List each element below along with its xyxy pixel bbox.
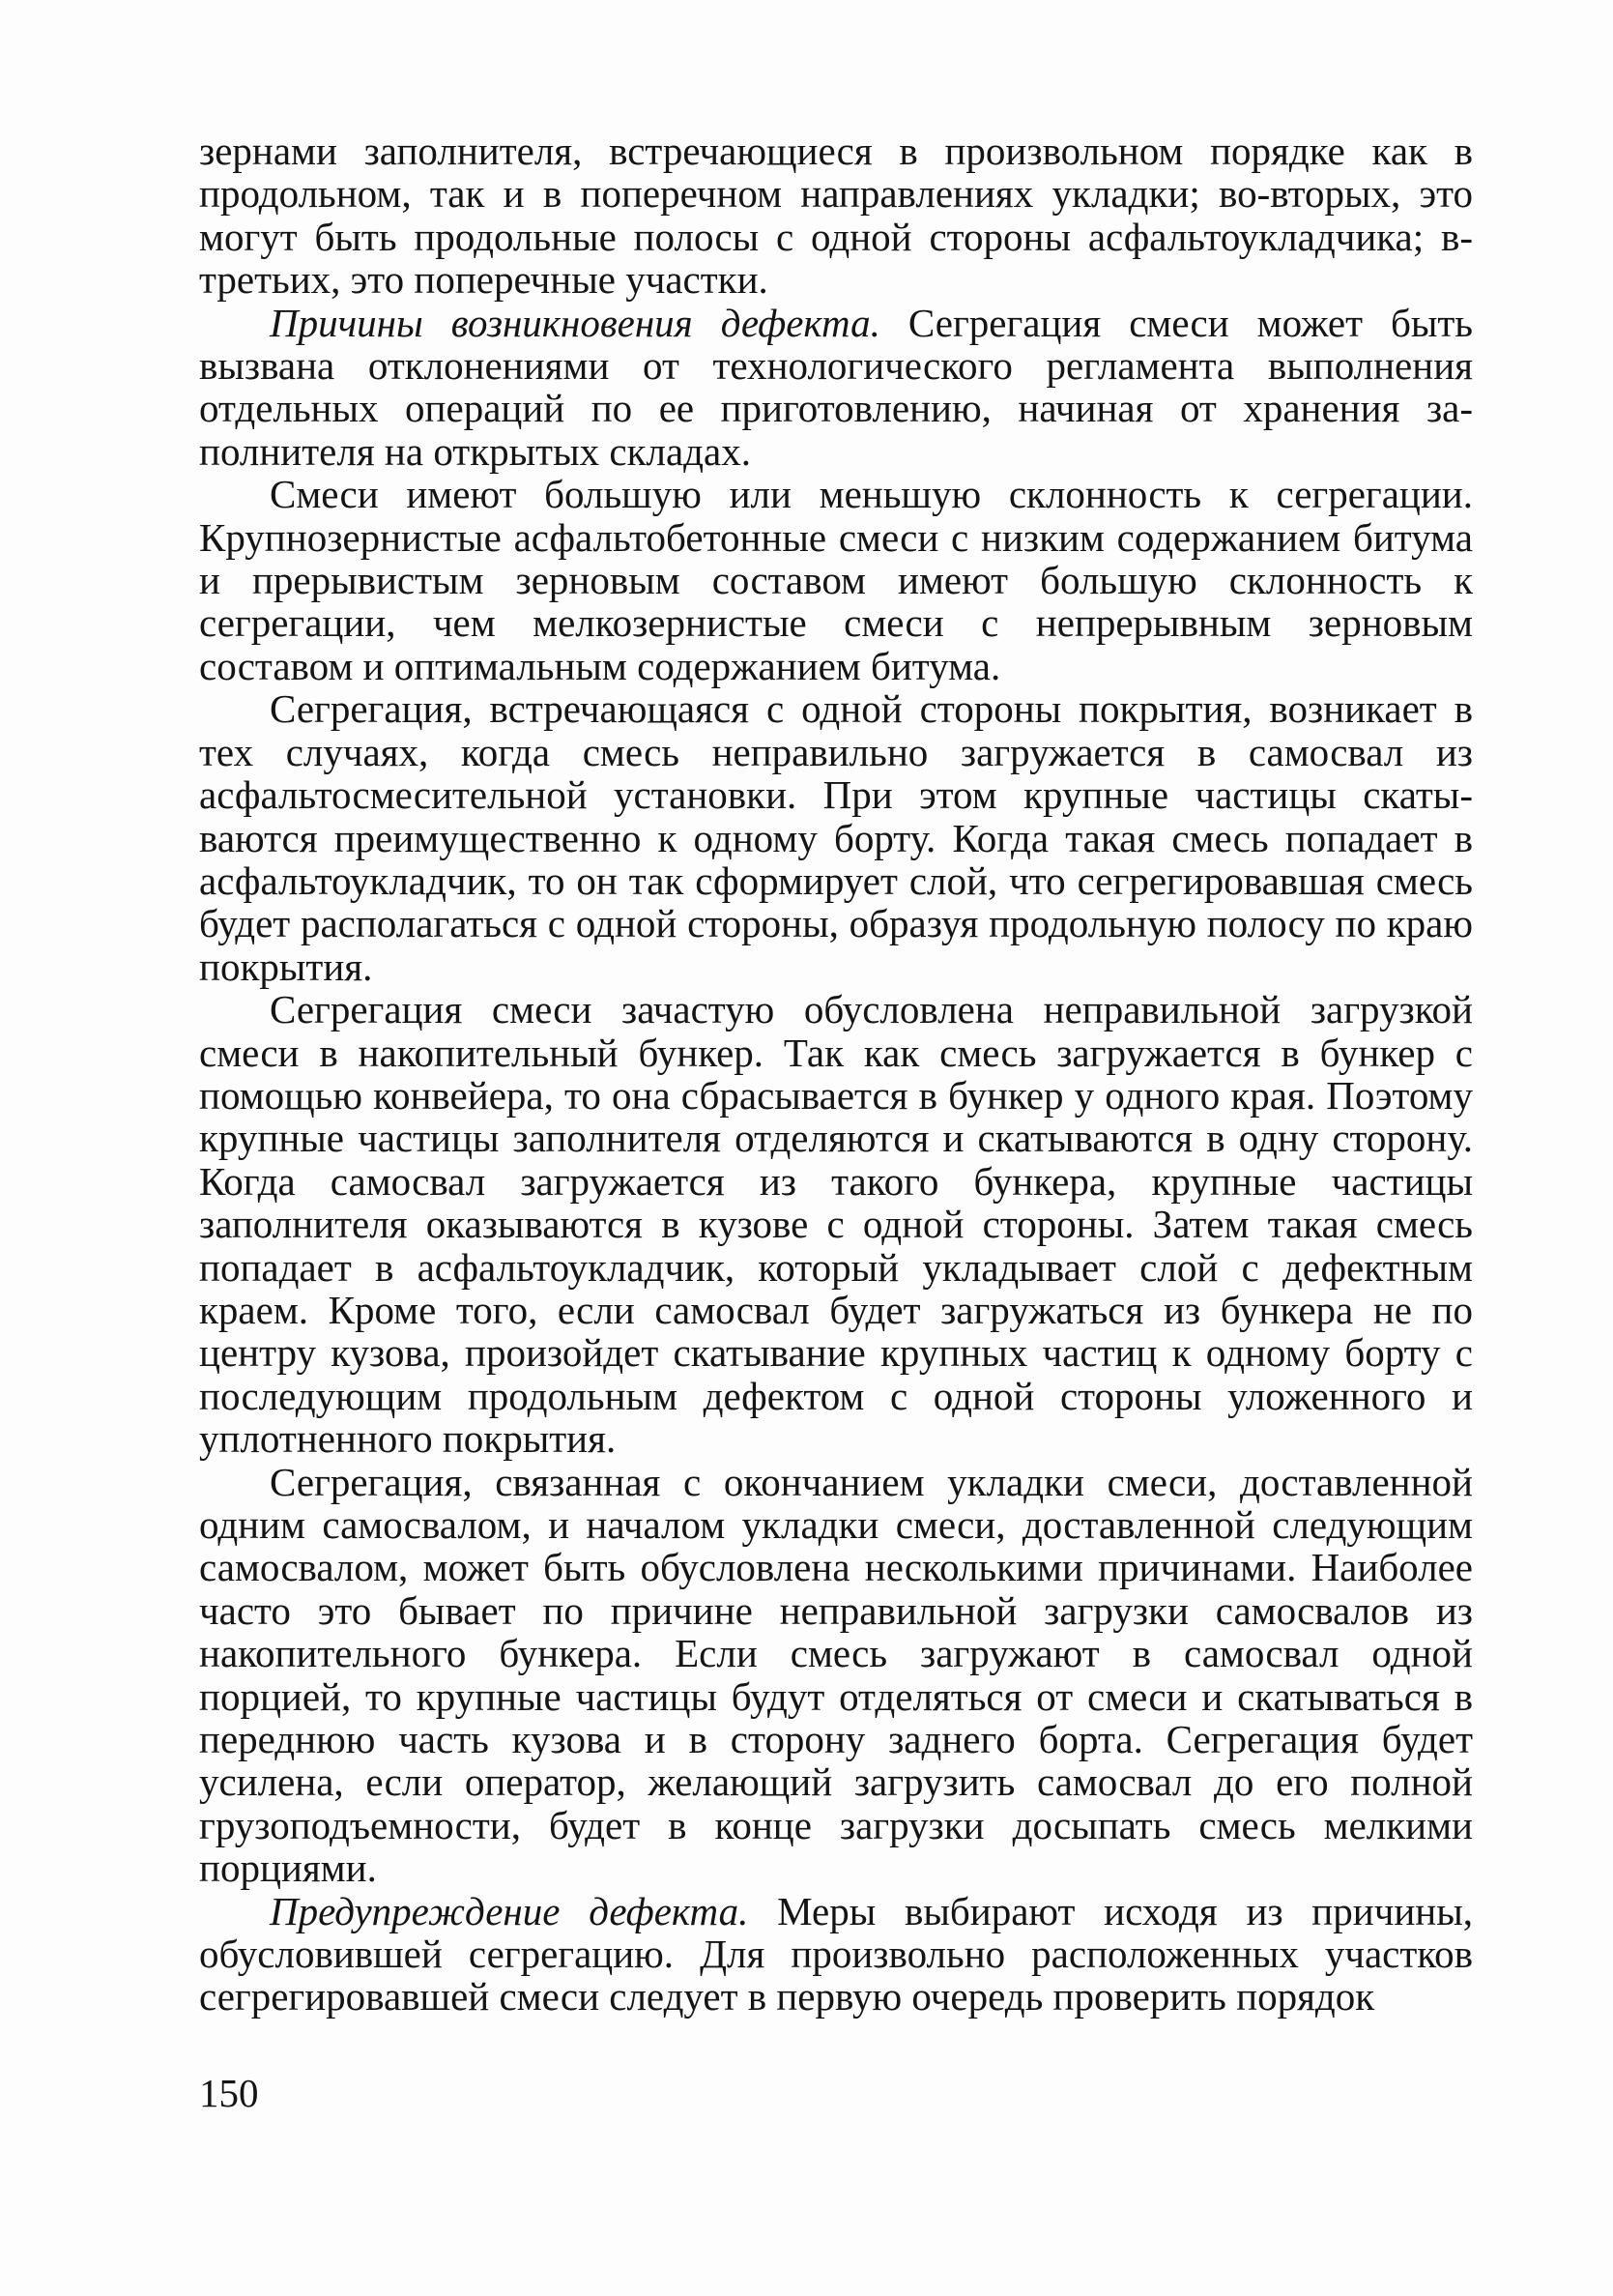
paragraph-6 xyxy=(199,1461,1473,1890)
paragraph-7-italic-lead: Предупреждение дефекта. xyxy=(270,1888,749,1933)
paragraph-6-text: Сегрегация, связанная с окончанием укладки смеси, доставленной одним самосвалом, и началом укладки смеси, доставленной следующим самосвалом, может быть обусловлена несколькими причинами. Наиболее часто это бывает по причине неправильной загрузки самосвалов из накопительного бункера. Если смесь загружают в самосвал одной порцией, то крупные частицы будут отделяться от смеси и скатываться в переднюю часть кузова и в сторону заднего борта. Сегрегация будет усилена, если оператор, желающий загрузить самосвал до его полной грузоподъемности, будет в конце загрузки досыпать смесь мелкими порциями. xyxy=(199,1459,1473,1891)
paragraph-7 xyxy=(199,1890,1473,2019)
body-text xyxy=(199,130,1473,2019)
paragraph-4 xyxy=(199,687,1473,988)
paragraph-2-text: Сегрегация смеси может быть вызвана отклонениями от технологического регламента выполнения отдельных операций по ее приготовлению, начиная от хранения заполнителя на открытых складах. xyxy=(199,300,1473,474)
paragraph-2 xyxy=(199,302,1473,474)
paragraph-4-text: Сегрегация, встречающаяся с одной стороны покрытия, возникает в тех случаях, когда смесь неправильно загружается в самосвал из асфальтосмесительной установки. При этом крупные частицы скатываются преимущественно к одному борту. Когда такая смесь попадает в асфальтоукладчик, то он так сформирует слой, что сегрегировавшая смесь будет располагаться с одной стороны, образуя продольную полосу по краю покрытия. xyxy=(199,686,1473,989)
paragraph-3-text: Смеси имеют большую или меньшую склонность к сегрегации. Крупнозернистые асфальтобетонные смеси с низким содержанием битума и прерывистым зерновым составом имеют большую склонность к сегрегации, чем мелкозернистые смеси с непрерывным зерновым составом и оптимальным содержанием битума. xyxy=(199,472,1473,688)
paragraph-2-italic-lead: Причины возникновения дефекта. xyxy=(270,300,880,345)
page-number: 150 xyxy=(199,2071,259,2115)
paragraph-7-text: Меры выбирают исходя из причины, обусловившей сегрегацию. Для произвольно расположенных участков сегрегировавшей смеси следует в первую очередь проверить порядок xyxy=(199,1888,1473,2020)
paragraph-3 xyxy=(199,473,1473,687)
paragraph-1 xyxy=(199,130,1473,302)
paragraph-1-text: зернами заполнителя, встречающиеся в произвольном порядке как в продольном, так и в поперечном направлениях укладки; во-вторых, это могут быть продольные полосы с одной стороны асфальтоукладчика; в-третьих, это поперечные участки. xyxy=(199,129,1473,303)
paragraph-5-text: Сегрегация смеси зачастую обусловлена неправильной загрузкой смеси в накопительный бункер. Так как смесь загружается в бункер с помощью конвейера, то она сбрасывается в бункер у одного края. Поэтому крупные частицы заполнителя отделяются и скатываются в одну сторону. Когда самосвал загружается из такого бункера, крупные частицы заполнителя оказываются в кузове с одной стороны. Затем такая смесь попадает в асфальтоукладчик, который укладывает слой с дефектным краем. Кроме того, если самосвал будет загружаться из бункера не по центру кузова, произойдет скатывание крупных частиц к одному борту с последующим продольным дефектом с одной стороны уложенного и уплотненного покрытия. xyxy=(199,987,1473,1462)
paragraph-5 xyxy=(199,988,1473,1460)
